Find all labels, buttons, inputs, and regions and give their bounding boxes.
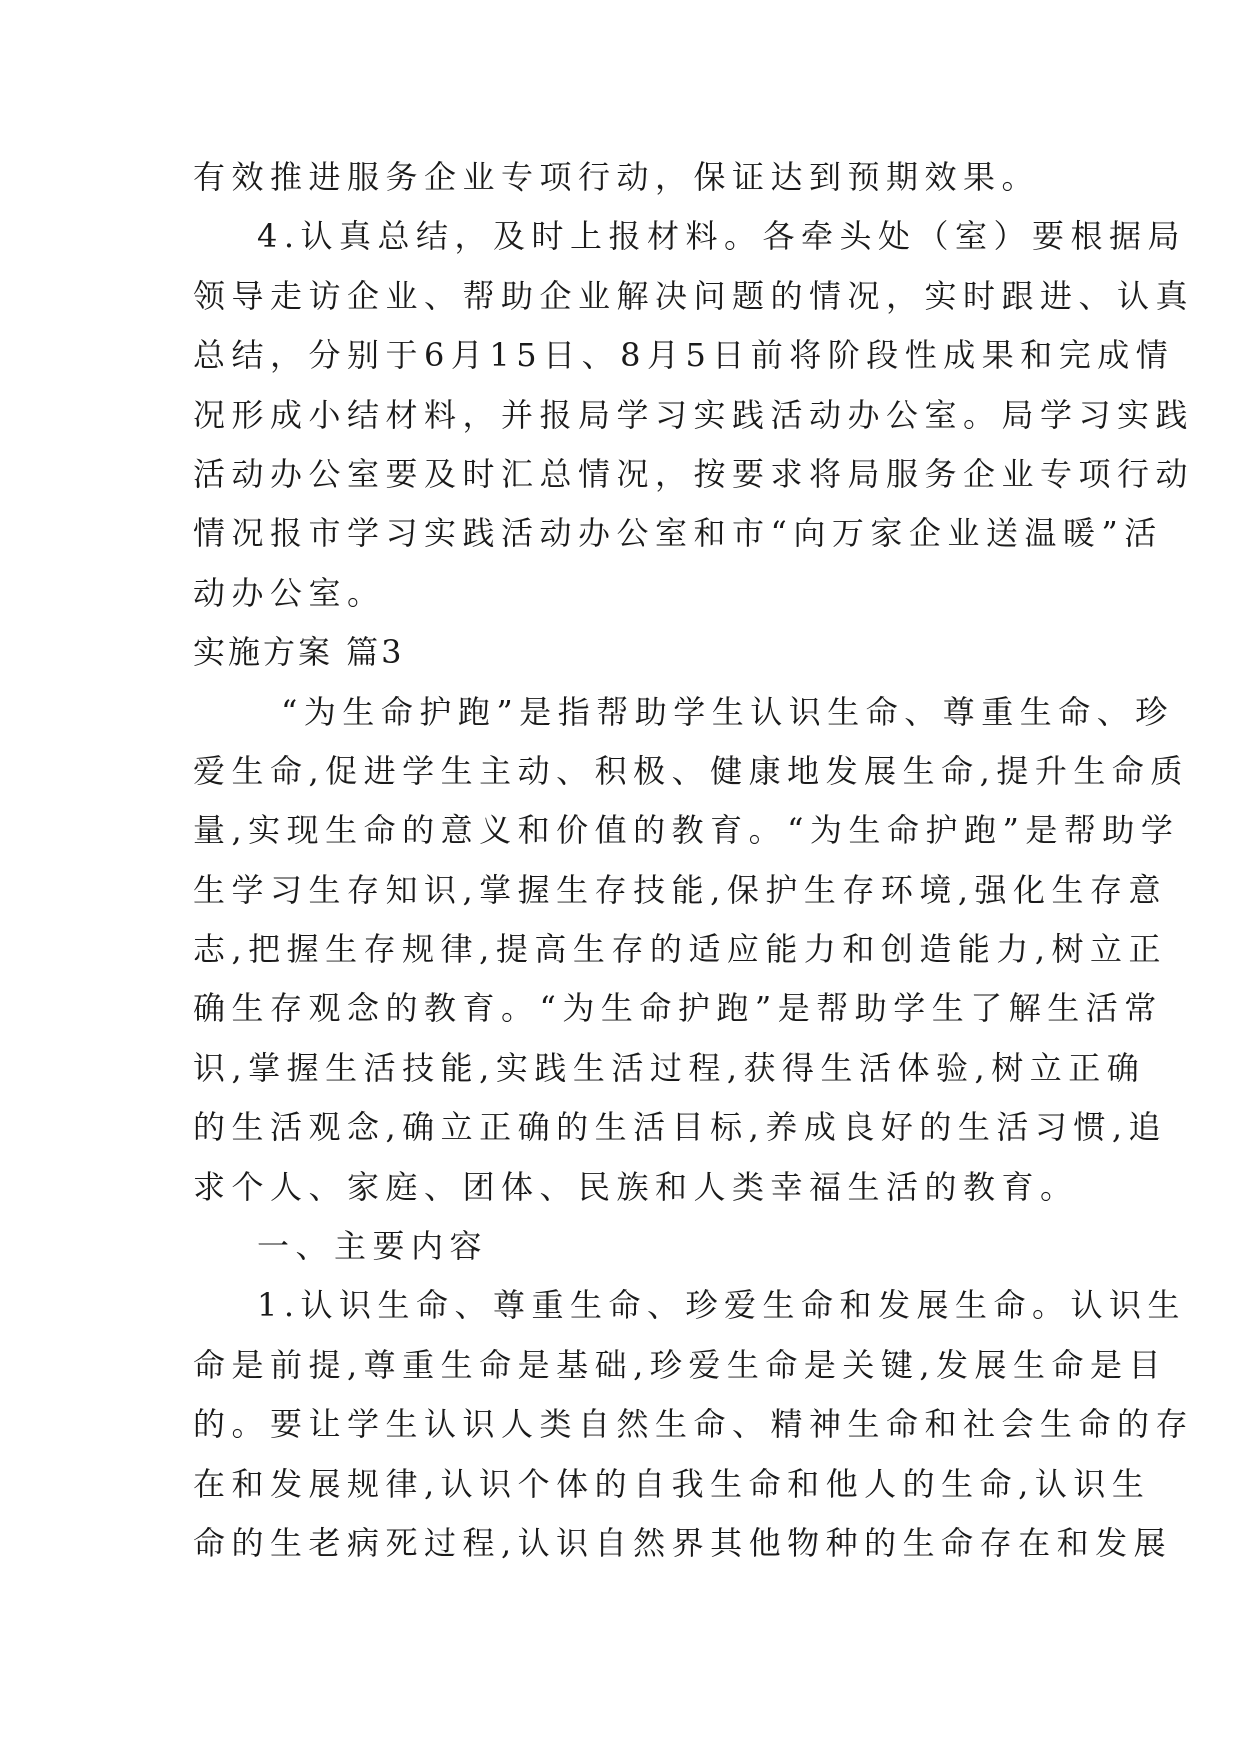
paragraph-line: “为生命护跑”是指帮助学生认识生命、尊重生命、珍 <box>281 692 1174 731</box>
document-page <box>193 148 1195 1573</box>
paragraph-line: 1.认识生命、尊重生命、珍爱生命和发展生命。认识生 <box>257 1286 1187 1325</box>
paragraph-line: 求个人、家庭、团体、民族和人类幸福生活的教育。 <box>193 1167 1079 1206</box>
paragraph-line: 总结，分别于6月15日、8月5日前将阶段性成果和完成情 <box>193 336 1175 375</box>
paragraph-line: 确生存观念的教育。“为生命护跑”是帮助学生了解生活常 <box>193 989 1163 1028</box>
paragraph-line: 命的生老病死过程,认识自然界其他物种的生命存在和发展 <box>193 1523 1173 1562</box>
section-heading: 实施方案 篇3 <box>193 633 405 672</box>
paragraph-line: 在和发展规律,认识个体的自我生命和他人的生命,认识生 <box>193 1464 1151 1503</box>
paragraph-line: 4.认真总结，及时上报材料。各牵头处（室）要根据局 <box>257 217 1187 256</box>
paragraph-line: 情况报市学习实践活动办公室和市“向万家企业送温暖”活 <box>193 514 1163 553</box>
paragraph-line: 动办公室。 <box>193 573 386 612</box>
paragraph-line: 领导走访企业、帮助企业解决问题的情况，实时跟进、认真 <box>193 276 1195 315</box>
subsection-heading: 一、主要内容 <box>257 1227 489 1266</box>
paragraph-line: 识,掌握生活技能,实践生活过程,获得生活体验,树立正确 <box>193 1048 1146 1087</box>
paragraph-line: 志,把握生存规律,提高生存的适应能力和创造能力,树立正 <box>193 930 1168 969</box>
paragraph-line: 的生活观念,确立正确的生活目标,养成良好的生活习惯,追 <box>193 1108 1168 1147</box>
paragraph-line: 的。要让学生认识人类自然生命、精神生命和社会生命的存 <box>193 1405 1195 1444</box>
paragraph-line: 活动办公室要及时汇总情况，按要求将局服务企业专项行动 <box>193 454 1195 493</box>
paragraph-line: 命是前提,尊重生命是基础,珍爱生命是关键,发展生命是目 <box>193 1345 1168 1384</box>
paragraph-line: 量,实现生命的意义和价值的教育。“为生命护跑”是帮助学 <box>193 811 1180 850</box>
paragraph-line: 有效推进服务企业专项行动，保证达到预期效果。 <box>193 158 1041 196</box>
paragraph-line: 爱生命,促进学生主动、积极、健康地发展生命,提升生命质 <box>193 751 1189 790</box>
paragraph-line: 况形成小结材料，并报局学习实践活动办公室。局学习实践 <box>193 395 1195 434</box>
paragraph-line: 生学习生存知识,掌握生存技能,保护生存环境,强化生存意 <box>193 870 1168 909</box>
